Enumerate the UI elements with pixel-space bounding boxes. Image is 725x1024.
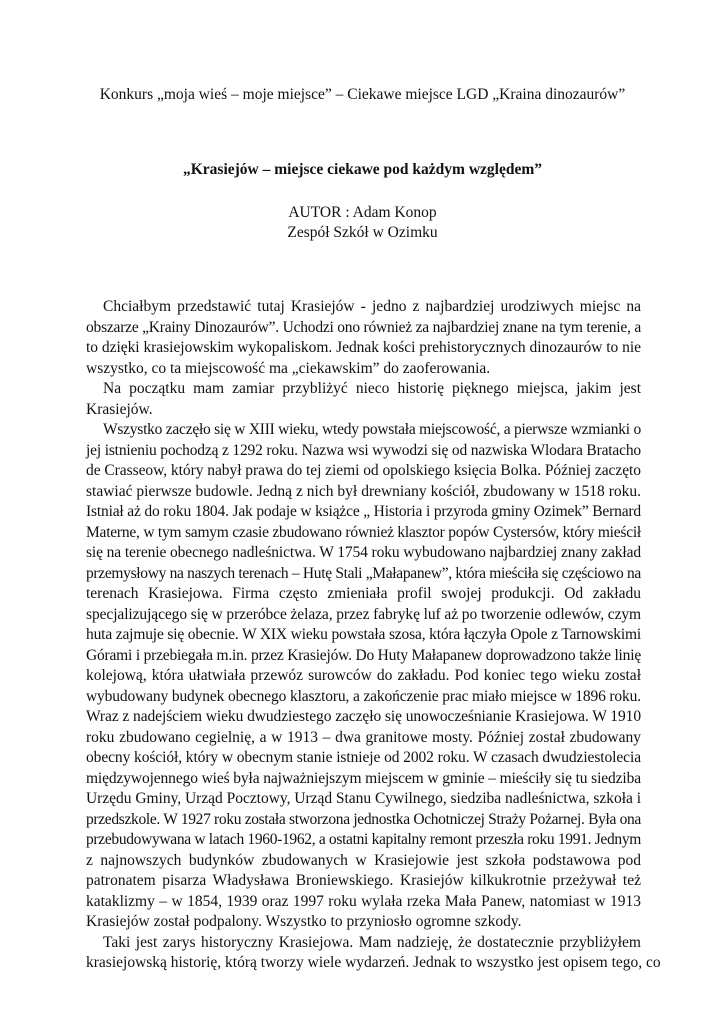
- paragraph: [86, 379, 641, 420]
- text-line: obszarze „Krainy Dinozaurów”. Uchodzi ono również za najbardziej znane na tym terenie, a: [86, 318, 641, 336]
- text-line: przebudowywana w latach 1960-1962, a ostatni kapitalny remont przeszła roku 1991. Jednym: [86, 831, 641, 848]
- text-line: Wraz z nadejściem wieku dwudziestego zaczęło się unowocześnianie Krasiejowa. W 1910: [86, 708, 641, 725]
- text-line: Materne, w tym samym czasie zbudowano również klasztor popów Cystersów, który mieścił: [86, 523, 641, 541]
- author-school: Zespół Szkół w Ozimku: [287, 224, 438, 241]
- text-line: Taki jest zarys historyczny Krasiejowa. Mam nadzieję, że dostatecznie przybliżyłem: [103, 933, 641, 951]
- document-body: [86, 297, 661, 974]
- text-line: Chciałbym przedstawić tutaj Krasiejów - jedno z najbardziej urodziwych miejsc na: [103, 298, 641, 315]
- text-line: przemysłowy na naszych terenach – Hutę Stali „Małapanew”, która mieściła się częściowo na: [86, 564, 641, 582]
- text-line: Na początku mam zamiar przybliżyć nieco historię pięknego miejsca, jakim jest: [103, 380, 641, 397]
- text-line: patronatem pisarza Władysława Broniewskiego. Krasiejów kilkukrotnie przeżywał też: [86, 872, 641, 889]
- text-line: Istniał aż do roku 1804. Jak podaje w książce „ Historia i przyroda gminy Ozimek” Bernard: [86, 503, 642, 520]
- text-line: międzywojennego wieś była najważniejszym miejscem w gminie – mieściły się tu siedziba: [86, 769, 641, 787]
- text-line: kolejową, która ułatwiała przewóz surowców do zakładu. Pod koniec tego wieku został: [86, 667, 641, 684]
- document-title: „Krasiejów – miejsce ciekawe pod każdym względem”: [182, 161, 542, 178]
- text-line: się na terenie obecnego nadleśnictwa. W 1754 roku wybudowano najbardziej znany zakład: [86, 544, 641, 561]
- text-line: kataklizmy – w 1854, 1939 oraz 1997 roku wylała rzeka Mała Panew, natomiast w 1913: [86, 892, 641, 910]
- text-line: krasiejowską historię, którą tworzy wiele wydarzeń. Jednak to wszystko jest opisem tego, co: [86, 954, 661, 971]
- text-line: Krasiejów został podpalony. Wszystko to przyniosło ogromne szkody.: [86, 913, 522, 930]
- paragraph: [86, 933, 661, 974]
- text-line: Krasiejów.: [86, 400, 153, 418]
- document-header: Konkurs „moja wieś – moje miejsce” – Ciekawe miejsce LGD „Kraina dinozaurów”: [99, 86, 626, 103]
- text-line: terenach Krasiejowa. Firma często zmieniała profil swojej produkcji. Od zakładu: [86, 585, 641, 602]
- author-block: [0, 203, 725, 243]
- text-line: Wszystko zaczęło się w XIII wieku, wtedy powstała miejscowość, a pierwsze wzmianki o: [103, 421, 641, 438]
- text-line: roku zbudowano cegielnię, a w 1913 – dwa granitowe mosty. Później został zbudowany: [86, 728, 641, 746]
- paragraph: [86, 420, 641, 933]
- text-line: de Crasseow, który nabył prawa do tej ziemi od opolskiego księcia Bolka. Później zaczęto: [86, 462, 641, 479]
- text-line: huta zajmuje się obecnie. W XIX wieku powstała szosa, która łączyła Opole z Tarnowskimi: [86, 626, 641, 643]
- paragraph: [86, 297, 641, 379]
- text-line: jej istnieniu pochodzą z 1292 roku. Nazwa wsi wywodzi się od nazwiska Wlodara Bratacho: [86, 441, 641, 459]
- text-line: obecny kościół, który w obecnym stanie istnieje od 2002 roku. W czasach dwudziestolecia: [86, 749, 641, 766]
- author-name: AUTOR : Adam Konop: [288, 204, 437, 221]
- text-line: wszystko, co ta miejscowość ma „ciekawskim” do zaoferowania.: [86, 359, 491, 377]
- text-line: przedszkole. W 1927 roku została stworzona jednostka Ochotniczej Straży Pożarnej. Była ona: [86, 810, 641, 828]
- text-line: z najnowszych budynków zbudowanych w Krasiejowie jest szkoła podstawowa pod: [86, 851, 641, 869]
- text-line: wybudowany budynek obecnego klasztoru, a zakończenie prac miało miejsce w 1896 roku.: [86, 687, 641, 705]
- text-line: to dzięki krasiejowskim wykopaliskom. Jednak kości prehistorycznych dinozaurów to nie: [86, 339, 641, 356]
- text-line: stawiać pierwsze budowle. Jedną z nich był drewniany kościół, zbudowany w 1518 roku.: [86, 482, 641, 500]
- text-line: Górami i przebiegała m.in. przez Krasiejów. Do Huty Małapanew doprowadzono także linię: [86, 646, 641, 664]
- text-line: Urzędu Gminy, Urząd Pocztowy, Urząd Stanu Cywilnego, siedziba nadleśnictwa, szkoła i: [86, 790, 641, 807]
- text-line: specjalizującego się w przeróbce żelaza, przez fabrykę luf aż po tworzenie odlewów, czym: [86, 605, 641, 623]
